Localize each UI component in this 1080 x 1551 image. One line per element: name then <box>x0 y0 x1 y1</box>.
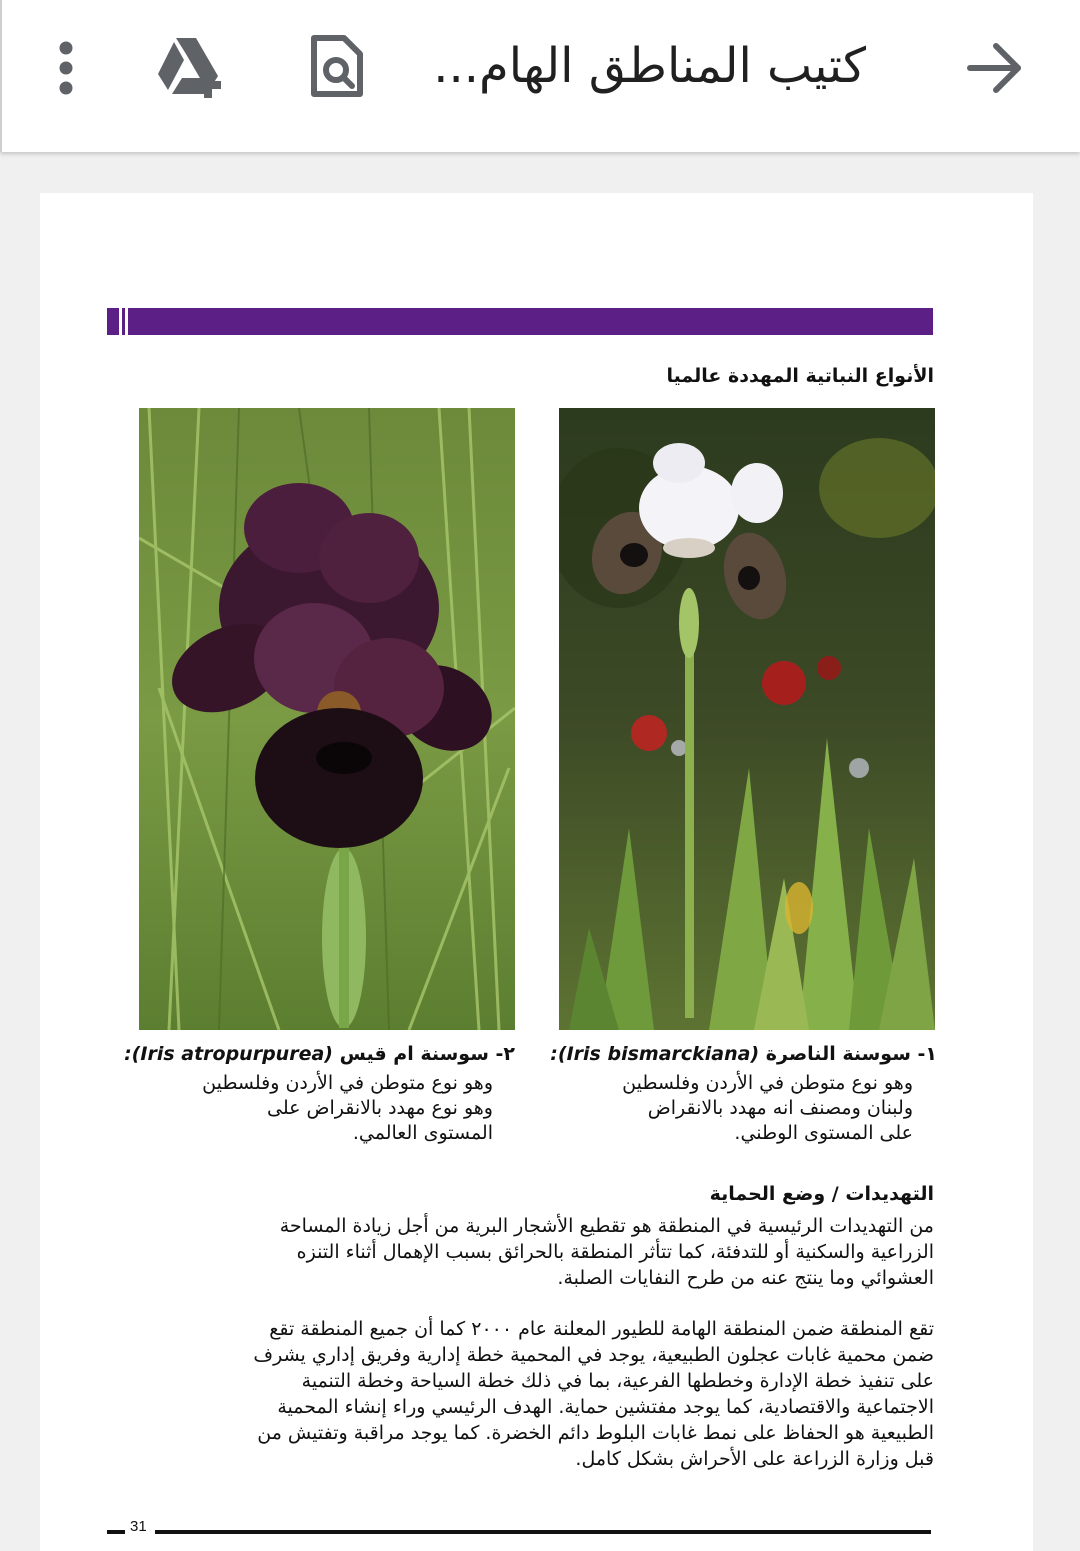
species-2-line: وهو نوع متوطن في الأردن وفلسطين <box>202 1072 493 1094</box>
app-bar <box>0 0 1080 152</box>
section-accent-bar <box>107 308 933 335</box>
paragraph-line: الزراعية والسكنية أو للتدفئة، كما تتأثر المنطقة بالحرائق بسبب الإهمال أثناء التنزه <box>296 1241 934 1263</box>
species-2-description <box>202 1071 493 1146</box>
pdf-page <box>40 193 1033 1551</box>
species-1-line: وهو نوع متوطن في الأردن وفلسطين <box>622 1072 913 1094</box>
page-number: 31 <box>130 1518 147 1535</box>
paragraph-line: تقع المنطقة ضمن المنطقة الهامة للطيور المعلنة عام ٢٠٠٠ كما أن جميع المنطقة تقع <box>269 1318 934 1340</box>
iris-bismarckiana-photo <box>559 408 935 1030</box>
species-1-line: على المستوى الوطني. <box>734 1122 913 1144</box>
window-edge <box>0 0 2 152</box>
find-in-file-icon[interactable] <box>306 34 368 100</box>
paragraph-line: العشوائي وما ينتج عنه من طرح النفايات الصلبة. <box>557 1267 934 1289</box>
protection-paragraph <box>138 1316 934 1472</box>
paragraph-line: قبل وزارة الزراعة على الأحراش بشكل كامل. <box>575 1448 934 1470</box>
section-title: الأنواع النباتية المهددة عالميا <box>666 365 934 387</box>
species-2-arabic-name: ٢- سوسنة ام قيس <box>339 1043 515 1065</box>
species-1-title <box>550 1043 937 1065</box>
species-1-description <box>622 1071 913 1146</box>
add-to-drive-icon[interactable] <box>154 34 232 100</box>
footer-dash <box>107 1530 125 1534</box>
species-1-line: ولبنان ومصنف انه مهدد بالانقراض <box>647 1097 913 1119</box>
species-2-line: وهو نوع مهدد بالانقراض على <box>267 1097 493 1119</box>
more-vert-icon[interactable] <box>44 40 88 96</box>
species-1-arabic-name: ١- سوسنة الناصرة <box>765 1043 937 1065</box>
paragraph-line: على تنفيذ خطة الإدارة وخططها الفرعية، بما في ذلك خطة السياحة وخطة التنمية <box>301 1370 934 1392</box>
threats-heading: التهديدات / وضع الحماية <box>709 1183 934 1205</box>
species-2-latin-name: (Iris atropurpurea): <box>124 1043 333 1065</box>
species-2-line: المستوى العالمي. <box>352 1122 493 1144</box>
paragraph-line: من التهديدات الرئيسية في المنطقة هو تقطيع الأشجار البرية من أجل زيادة المساحة <box>279 1215 934 1237</box>
forward-arrow-icon[interactable] <box>964 38 1026 98</box>
species-2-title <box>124 1043 515 1065</box>
paragraph-line: ضمن محمية غابات عجلون الطبيعية، يوجد في المحمية خطة إدارية وفريق إداري يشرف <box>253 1344 934 1366</box>
iris-atropurpurea-photo <box>139 408 515 1030</box>
threats-paragraph <box>138 1213 934 1291</box>
paragraph-line: الاجتماعية والاقتصادية، كما يوجد مفتشين حماية. الهدف الرئيسي وراء إنشاء المحمية <box>277 1396 934 1418</box>
footer-rule <box>155 1530 931 1534</box>
paragraph-line: الطبيعية هو الحفاظ على نمط غابات البلوط دائم الخضرة. كما يوجد مراقبة وتفتيش من <box>257 1422 934 1444</box>
species-1-latin-name: (Iris bismarckiana): <box>550 1043 760 1065</box>
document-title: كتيب المناطق الهام... <box>433 38 866 94</box>
